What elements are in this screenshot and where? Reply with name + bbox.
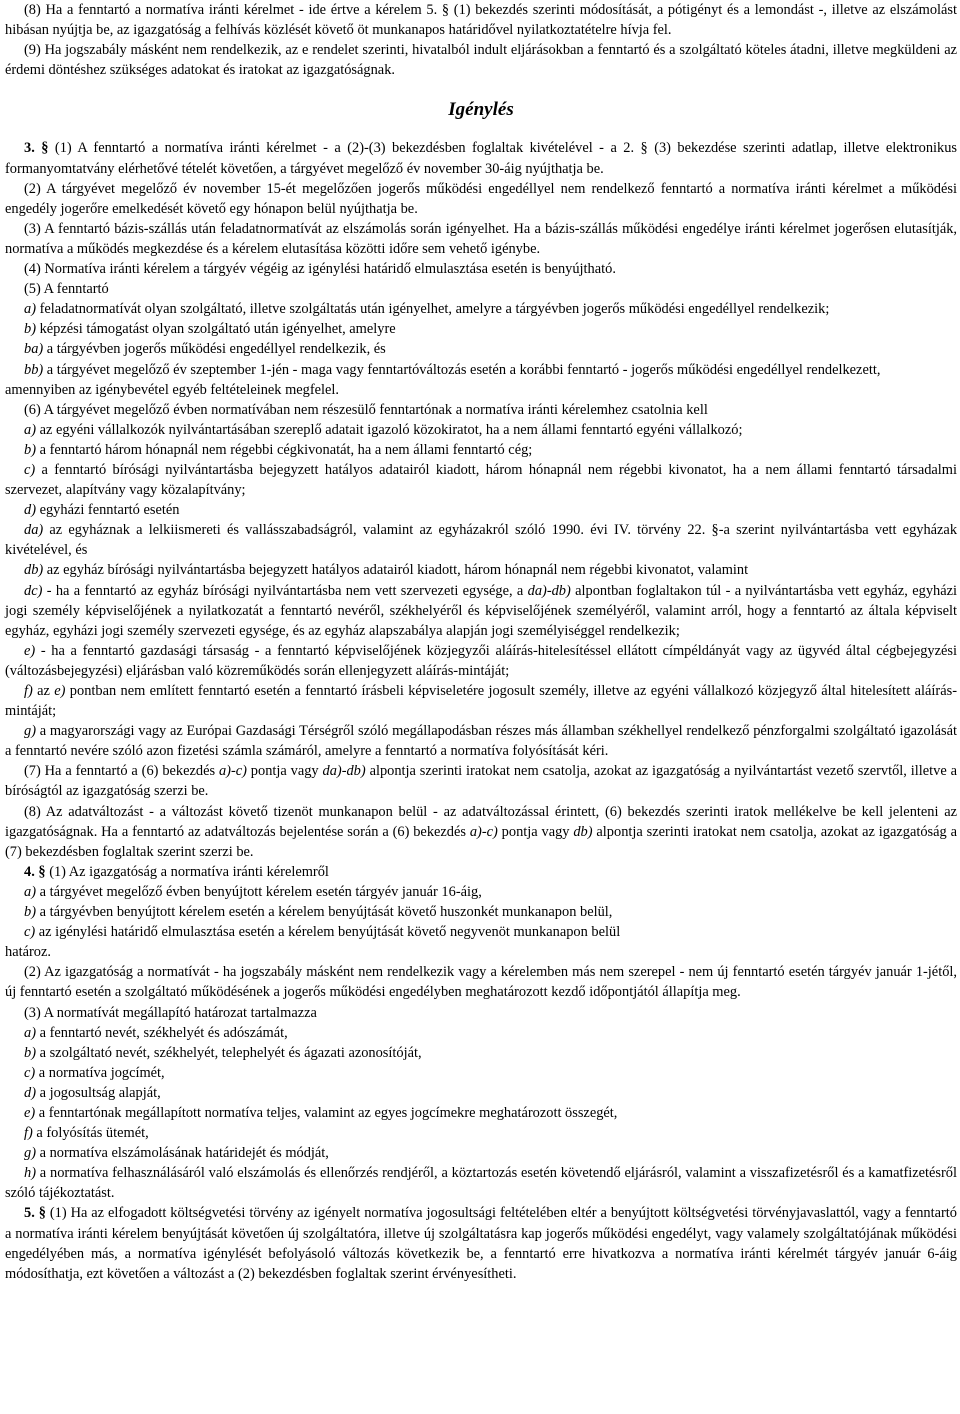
paragraph xyxy=(5,179,957,219)
paragraph xyxy=(5,962,957,1002)
point-label: ba) xyxy=(24,341,47,358)
point-label: da) xyxy=(24,522,50,539)
point-label: a) xyxy=(24,421,40,438)
paragraph-text: (3) A normatívát megállapító határozat tartalmazza xyxy=(24,1004,317,1021)
point-label: b) xyxy=(24,441,40,458)
paragraph xyxy=(5,882,957,902)
paragraph xyxy=(5,641,957,681)
point-label: b) xyxy=(24,904,40,921)
paragraph-text: a magyarországi vagy az Európai Gazdasági Térségről szóló megállapodásban részes más államban székhellyel rendelkező pénzforgalmi szolgáltató igazolását a fenntartó nevére szóló azon fizetési számla számáról, amelyre a fenntartó a normatíva folyósítását kéri. xyxy=(5,723,957,760)
paragraph xyxy=(5,862,957,882)
point-label: da)-db) xyxy=(527,582,571,599)
section-heading xyxy=(5,100,957,120)
paragraph xyxy=(5,1123,957,1143)
paragraph-text: a normatíva jogcímét, xyxy=(38,1064,165,1081)
point-label: c) xyxy=(24,461,42,478)
paragraph xyxy=(5,902,957,922)
paragraph xyxy=(5,1023,957,1043)
point-label: c) xyxy=(24,1064,39,1081)
paragraph-text: pontja vagy xyxy=(497,823,574,840)
paragraph-text: alpontja szerinti iratokat nem csatolja, azokat az igazgatóság a nyilvántartást vezető szervtől, illetve a bíróságtól az igazgatóság szerzi be. xyxy=(5,763,957,800)
paragraph-text: (1) Az igazgatóság a normatíva iránti kérelemről xyxy=(49,863,329,880)
point-label: bb) xyxy=(24,361,47,378)
section-number: 4. § xyxy=(24,863,50,880)
paragraph-text: a tárgyévben jogerős működési engedéllyel rendelkezik, és xyxy=(46,341,386,358)
point-label: a)-c) xyxy=(469,823,498,840)
paragraph-text: képzési támogatást olyan szolgáltató után igényelhet, amelyre xyxy=(39,321,396,338)
paragraph-text: (8) Ha a fenntartó a normatíva iránti kérelmet - ide értve a kérelem 5. § (1) bekezdés szerinti módosítását, a pótigényt és a lemondást -, illetve az elszámolást hibásan nyújtja be, az igazgatóság a felhívás közlését követő öt munkanapos határidővel nyilatkoztatételre hívja fel. xyxy=(5,2,957,39)
point-label: b) xyxy=(24,1044,40,1061)
paragraph-text: (7) Ha a fenntartó a (6) bekezdés xyxy=(24,763,219,780)
paragraph xyxy=(5,681,957,721)
paragraph-text: (9) Ha jogszabály másként nem rendelkezik, az e rendelet szerinti, hivatalból indult eljárásokban a fenntartó és a szolgáltató köteles átadni, illetve megküldeni az érdemi döntéshez szükséges adatokat és iratokat az igazgatóságnak. xyxy=(5,42,957,79)
paragraph xyxy=(5,520,957,560)
paragraph-text: (1) A fenntartó a normatíva iránti kérelmet - a (2)-(3) bekezdésben foglaltak kivételével - a 2. § (3) bekezdése szerinti adatlap, illetve elektronikus formanyomtatvány elérhetővé tételét követően, a tárgyévet megelőző év november 30-áig nyújthatja be. xyxy=(5,140,958,177)
paragraph xyxy=(5,460,957,500)
point-label: db) xyxy=(24,562,47,579)
paragraph-text: a tárgyévet megelőző év szeptember 1-jén - maga vagy fenntartóváltozás esetén a korábbi fenntartó - jogerős működési engedéllyel rendelkezett, xyxy=(46,361,881,378)
paragraph xyxy=(5,380,957,400)
paragraph-text: (8) Az adatváltozást - a változást követő tizenöt munkanapon belül - az adatváltozással érintett, (6) bekezdés szerinti iratok mellékelve be kell jelenteni az igazgatóságnak. Ha a fenntartó az adatváltozás bejelentése során a (6) bekezdés xyxy=(5,803,957,840)
paragraph-text: a tárgyévben benyújtott kérelem esetén a kérelem benyújtását követő huszonkét munkanapon belül, xyxy=(39,904,613,921)
paragraph xyxy=(5,0,957,40)
paragraph xyxy=(5,1203,957,1283)
paragraph xyxy=(5,319,957,339)
paragraph-text: alpontban foglaltakon túl - a nyilvántartásba vett egyház, egyházi jogi személy képviselőjének a nyilatkozatát a fenntartó nevéről, székhelyéről és képviselőjének személyéről, valamint arról, hogy a fenntartó az általa képviselt egyház, egyházi jogi személy szervezeti egysége, és az egyház alapszabálya alapján jogi személyiséggel rendelkezik; xyxy=(5,582,957,639)
paragraph-text: az egyéni vállalkozók nyilvántartásában szereplő adatait igazoló közokiratot, ha a nem állami fenntartó egyéni vállalkozó; xyxy=(39,421,743,438)
paragraph-text: (2) A tárgyévet megelőző év november 15-ét megelőzően jogerős működési engedéllyel nem rendelkező fenntartó a normatíva iránti kérelmet a működési engedély jogerőre emelkedését követő egy hónapon belül nyújthatja be. xyxy=(5,180,957,217)
point-label: a)-c) xyxy=(218,763,247,780)
point-label: a) xyxy=(24,883,40,900)
paragraph xyxy=(5,400,957,420)
paragraph xyxy=(5,339,957,359)
point-label: b) xyxy=(24,321,40,338)
paragraph-text: (2) Az igazgatóság a normatívát - ha jogszabály másként nem rendelkezik vagy a kérelemben más nem szerepel - nem új fenntartó esetén tárgyév január 1-jétől, új fenntartó esetén a szolgáltató működésének a jogerős működési engedélyben meghatározott kezdő időpontjától állapítja meg. xyxy=(5,964,957,1001)
paragraph xyxy=(5,279,957,299)
paragraph xyxy=(5,1083,957,1103)
point-label: da)-db) xyxy=(322,763,366,780)
paragraph-text: a fenntartó három hónapnál nem régebbi cégkivonatát, ha a nem állami fenntartó cég; xyxy=(39,441,533,458)
paragraph-text: a fenntartó nevét, székhelyét és adószámát, xyxy=(39,1024,288,1041)
paragraph xyxy=(5,299,957,319)
paragraph-text: feladatnormatívát olyan szolgáltató, illetve szolgáltatás után igényelhet, amelyre a tárgyévben jogerős működési engedéllyel rendelkezik; xyxy=(39,301,830,318)
paragraph xyxy=(5,802,957,862)
paragraph-text: a folyósítás ütemét, xyxy=(36,1125,149,1142)
paragraph-text: pontban nem említett fenntartó esetén a fenntartó írásbeli képviseletére jogosult személy, illetve az egyéni vállalkozó közjegyző által hitelesített aláírás-mintáját; xyxy=(5,683,958,720)
paragraph-text: a normatíva elszámolásának határidejét és módját, xyxy=(39,1145,329,1162)
paragraph xyxy=(5,1163,957,1203)
paragraph-text: (6) A tárgyévet megelőző évben normatívában nem részesülő fenntartónak a normatíva iránti kérelemhez csatolnia kell xyxy=(24,401,708,418)
paragraph xyxy=(5,1103,957,1123)
paragraph-text: a jogosultság alapját, xyxy=(39,1084,161,1101)
paragraph xyxy=(5,1143,957,1163)
point-label: d) xyxy=(24,502,40,519)
point-label: e) xyxy=(54,683,66,699)
paragraph-text: (3) A fenntartó bázis-szállás után feladatnormatívát az elszámolás során igényelhet. Ha a bázis-szállás működési engedélye iránti kérelmet jogerősen elutasítják, normatíva a működés megkezdése és a kérelem elutasítása közötti időre sem vehető igénybe. xyxy=(5,220,957,257)
point-label: h) xyxy=(24,1165,40,1182)
paragraph xyxy=(5,1043,957,1063)
paragraph-text: Igénylés xyxy=(448,99,514,121)
point-label: a) xyxy=(24,1024,40,1041)
section-number: 5. § xyxy=(24,1205,50,1222)
paragraph xyxy=(5,761,957,801)
paragraph xyxy=(5,560,957,580)
paragraph-text: a normatíva felhasználásáról való elszámolás és ellenőrzés rendjéről, a köztartozás esetén követendő eljárásról, valamint a visszafizetésről és a kamatfizetésről szóló tájékoztatást. xyxy=(5,1165,957,1202)
paragraph xyxy=(5,500,957,520)
paragraph-text: az egyháznak a lelkiismereti és vallásszabadságról, valamint az egyházakról szóló 1990. évi IV. törvény 22. §-a szerint nyilvántartásba vett egyházak kivételével, és xyxy=(5,522,958,559)
point-label: e) xyxy=(24,642,41,659)
paragraph-text: - ha a fenntartó gazdasági társaság - a fenntartó képviselőjének közjegyzői aláírás-hitelesítéssel ellátott címpéldányát vagy az ügyvéd által cégbejegyzési (változásbejegyzési) eljárásban való közreműködés során ellenjegyzett aláírás-mintáját; xyxy=(5,642,957,679)
paragraph xyxy=(5,360,957,380)
paragraph xyxy=(5,219,957,259)
paragraph-text: egyházi fenntartó esetén xyxy=(39,502,180,519)
paragraph xyxy=(5,1003,957,1023)
point-label: d) xyxy=(24,1084,40,1101)
point-label: f) xyxy=(24,1125,37,1142)
point-label: c) xyxy=(24,924,39,941)
paragraph-text: (4) Normatíva iránti kérelem a tárgyév végéig az igénylési határidő elmulasztása esetén is benyújtható. xyxy=(24,261,616,278)
paragraph xyxy=(5,942,957,962)
paragraph xyxy=(5,581,957,641)
point-label: e) xyxy=(24,1104,39,1121)
paragraph-text: pontja vagy xyxy=(246,763,323,780)
point-label: db) xyxy=(573,823,593,840)
paragraph xyxy=(5,138,957,178)
paragraph xyxy=(5,259,957,279)
paragraph xyxy=(5,922,957,942)
paragraph xyxy=(5,420,957,440)
point-label: dc) xyxy=(24,582,47,599)
paragraph-text: határoz. xyxy=(5,944,51,961)
paragraph-text: az egyház bírósági nyilvántartásba bejegyzett hatályos adatairól kiadott, három hónapnál nem régebbi kivonatot, valamint xyxy=(46,562,749,579)
paragraph-text: az igénylési határidő elmulasztása esetén a kérelem benyújtását követő negyvenöt munkanapon belül xyxy=(38,924,621,941)
paragraph-text: a tárgyévet megelőző évben benyújtott kérelem esetén tárgyév január 16-áig, xyxy=(39,883,482,900)
paragraph-text: (1) Ha az elfogadott költségvetési törvény az igényelt normatíva jogosultsági feltételében eltér a benyújtott költségvetési törvényjavaslattól, vagy a fenntartó a normatíva iránti kérelem benyújtását követően új szolgáltatóra, illetve új szolgáltatásra kap jogerős működési engedélyt, vagy valamely szolgáltatójának működési engedélyében más, a normatíva igénylését befolyásoló változás következik be, a fenntartó erre hivatkozva a normatíva iránti kérelmét tárgyév január 6-áig módosíthatja, ezt követően a változást a (2) bekezdésben foglaltak szerint érvényesítheti. xyxy=(5,1205,957,1282)
point-label: g) xyxy=(24,1145,40,1162)
paragraph-text: az xyxy=(37,683,55,699)
paragraph-text: a fenntartónak megállapított normatíva teljes, valamint az egyes jogcímekre meghatározott összegét, xyxy=(38,1104,618,1121)
point-label: a) xyxy=(24,301,40,318)
paragraph-text: a szolgáltató nevét, székhelyét, telephelyét és ágazati azonosítóját, xyxy=(39,1044,422,1061)
point-label: f) xyxy=(24,683,38,699)
paragraph xyxy=(5,440,957,460)
paragraph xyxy=(5,40,957,80)
section-number: 3. § xyxy=(24,140,55,157)
paragraph-text: a fenntartó bírósági nyilvántartásba bejegyzett hatályos adatairól kiadott, három hónapnál nem régebbi kivonatot, ha a nem állami fenntartó társadalmi szervezet, alapítvány vagy közalapítvány; xyxy=(5,461,957,499)
paragraph-text: alpontja szerinti iratokat nem csatolja, azokat az igazgatóság a (7) bekezdésben foglaltak szerint szerzi be. xyxy=(5,823,957,860)
paragraph-text: amennyiben az igénybevétel egyéb feltételeinek megfelel. xyxy=(5,381,340,398)
paragraph xyxy=(5,1063,957,1083)
point-label: g) xyxy=(24,723,40,740)
paragraph xyxy=(5,721,957,761)
paragraph-text: - ha a fenntartó az egyház bírósági nyilvántartásba nem vett szervezeti egysége, a xyxy=(46,582,528,599)
paragraph-text: (5) A fenntartó xyxy=(24,281,109,298)
